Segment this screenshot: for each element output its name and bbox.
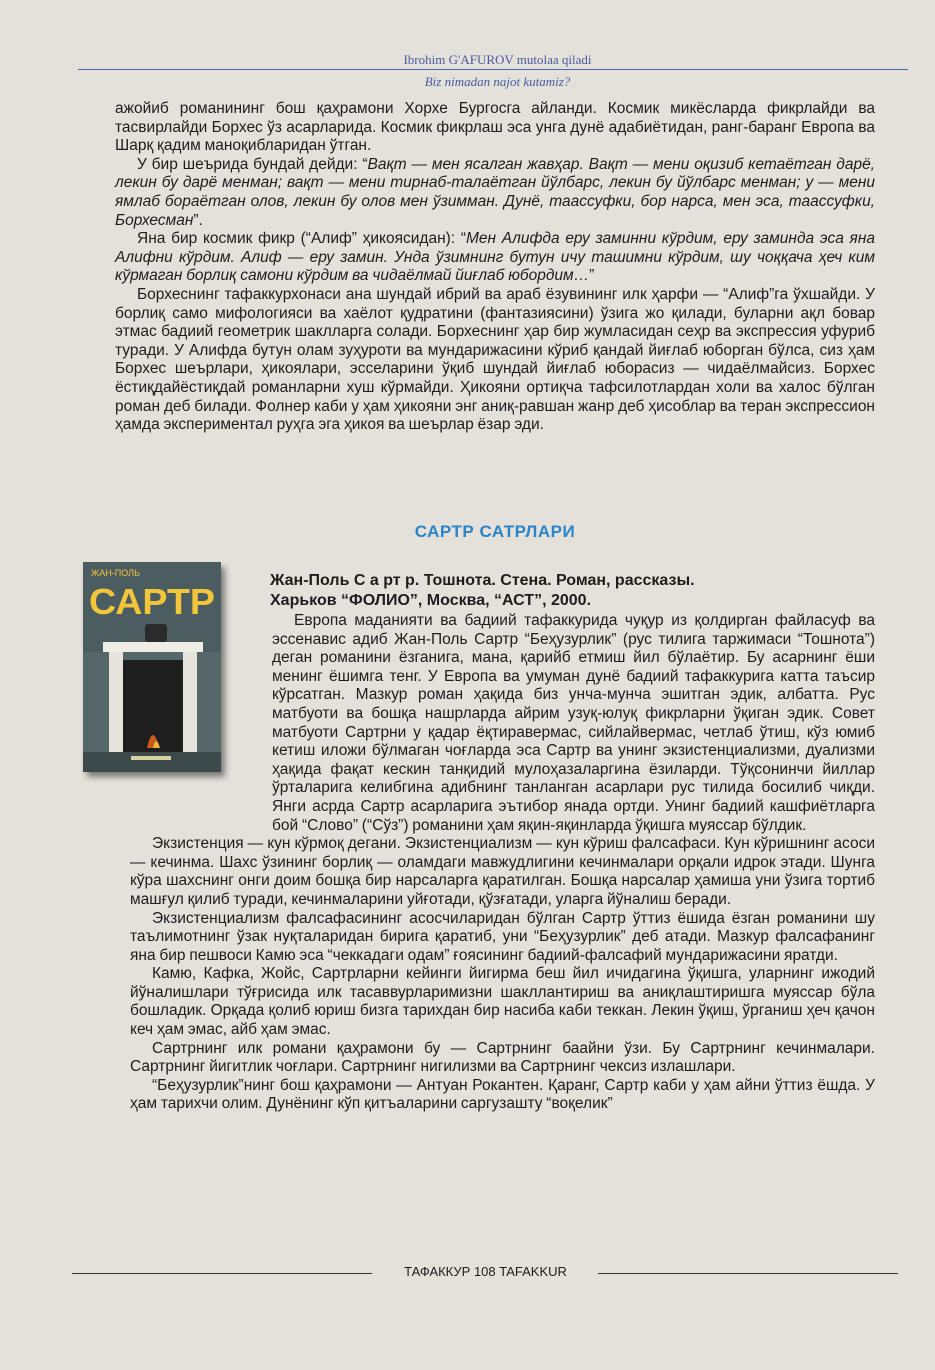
review-paragraph: Экзистенция — кун кўрмоқ дегани. Экзистенциализм — кун кўриш фалсафаси. Кун кўришнинг асоси — кечинма. Шахс ўзининг борлиқ — оламдаги мавжудлигини кечинмалари орқали идрок этади. Шунга кўра шахснинг онги доим бошқа бир нарсаларга қаратилган. Бошқа нарсалар ҳамиша уни ўзига тортиб машғул қилиб туради, кечинмаларини уйғотади, қўзғатади, уларга йўналиш беради. <box>130 835 875 908</box>
intro-text <box>115 100 875 435</box>
intro-paragraph <box>115 230 875 286</box>
review-text <box>130 612 875 1114</box>
header-rule <box>78 69 908 70</box>
section-title: САРТР САТРЛАРИ <box>414 522 576 541</box>
poem-quote: Вақт — мен ясалган жавҳар. Вақт — мени оқизиб кетаётган дарё, лекин бу дарё менман; вақт — мени тирнаб-талаётган йўлбарс, лекин бу йўлбарс менман; у — мени ямлаб бораётган олов, лекин бу олов мен ўзимман. Дунё, таассуфки, бор нарса, мен эса, таассуфки, Борхесман <box>115 155 875 229</box>
footer-page-label: ТАФАККУР 108 TAFAKKUR <box>404 1264 567 1279</box>
book-reference-line: Харьков “ФОЛИО”, Москва, “АСТ”, 2000. <box>270 591 592 609</box>
book-reference-line: Жан-Поль С а рт р. Тошнота. Стена. Роман, рассказы. <box>270 572 695 589</box>
paragraph-lead: Яна бир космик фикр (“Алиф” ҳикоясидан): “ <box>137 230 466 248</box>
review-paragraph: “Беҳузурлик”нинг бош қаҳрамони — Антуан Рокантен. Қаранг, Сартр каби у ҳам айни ўттиз ёшда. У ҳам тарихчи олим. Дунёнинг кўп қитъаларини саргузашту “воқелик” <box>130 1076 875 1113</box>
intro-paragraph: Борхеснинг тафаккурхонаси ана шундай ибрий ва араб ёзувининг илк ҳарфи — “Алиф”га ўхшайди. У борлиқ само мифологияси ва хаёлот қудратини (фантазиясини) ўзига жо қилади, буларни ақл бовар этмас бадиий геометрик шаклларга солади. Борхеснинг ҳар бир жумласидан сеҳр ва экспрессия уфуриб туради. У Алифда бутун олам зуҳуроти ва мундарижасини кўриб қандай йиғлаб юборган бўлса, сиз ҳам Борхес шеърлари, ҳикоялари, эсселарини ўқиб шундай йиғлаб юборасиз — чидаёлмайсиз. Борхес ёстиқдайёстиқдай романларни хуш кўрмайди. Ҳикояни ортиқча тафсилотлардан холи ва халос бўлган роман деб билади. Фолнер каби у ҳам ҳикояни энг аниқ-равшан жанр деб ҳисоблар ва теран экспрессион ҳамда экспериментал руҳга эга ҳикоя ва шеърлар ёзар эди. <box>115 285 875 434</box>
review-paragraph: Экзистенциализм фалсафасининг асосчиларидан бўлган Сартр ўттиз ёшида ёзган романини шу таълимотнинг ўзак нуқталаридан бирига қаратиб, уни “Беҳузурлик” деб атади. Мазкур фалсафанинг яна бир пешвоси Камю эса “чеккадаги одам” ғоясининг бадиий-фалсафий мундарижасини яратди. <box>130 909 875 964</box>
aleph-quote: Мен Алифда еру заминни кўрдим, еру заминда эса яна Алифни кўрдим. Алиф — еру замин. Унда ўзимнинг бутун ичу ташимни кўрдим, шу чоққача ҳеч ким кўрмаган борлиқ самони кўрдим ва чидаёлмай йиғлаб юбордим… <box>115 230 875 285</box>
footer-rule-left <box>72 1273 372 1274</box>
intro-paragraph: ажойиб романининг бош қаҳрамони Хорхе Бургосга айланди. Космик микёсларда фикрлайди ва тасвирлайди Борхес ўз асарларида. Космик фикрлаш эса унга дунё адабиётидан, ранг-баранг Европа ва Шарқ қадим маноқибларидан ўтган. <box>115 100 875 155</box>
footer-rule-right <box>598 1273 898 1274</box>
paragraph-tail: ”. <box>193 211 203 229</box>
review-paragraph: Европа маданияти ва бадиий тафаккурида чуқур из қолдирган файласуф ва эссенавис адиб Жан-Поль Сартр “Беҳузурлик” (рус тилига таржимаси “Тошнота”) деган романини ёзганига, мана, қарийб етмиш йил бўлаётир. Бу асарнинг ёши менинг ёшимга тенг. У Европа ва умуман дунё бадиий тафаккурига катта таъсир кўрсатган. Мазкур роман ҳақида биз унча-мунча эшитган эдик, албатта. Рус матбуоти ва бошқа нашрлардa айрим узуқ-юлуқ фикрларни ўқиган эдик. Совет матбуоти Сартрни у қадар ёқтиравермас, сийлайвермас, четлаб ўтиш, кўз юмиб кетиш иложи бўлмаган чоғларда эса Сартр ва унинг экзистенциализми, дуализми ҳақида фақат кескин танқидий мулоҳазаларгина ёзиларди. Тўқсонинчи йиллар ўрталарига келибгина адибнинг танланган асарлари рус тилида босилиб чиқди. Янги асрда Сартр асарларига эътибор янада ортди. Унинг бадиий кашфиётларга бой “Слово” (“Сўз”) романини ҳам яқин-яқинларда ўқишга муяссар бўлдик. <box>272 612 875 834</box>
cover-title: САРТР <box>89 581 215 622</box>
review-paragraph: Сартрнинг илк романи қаҳрамони бу — Сартрнинг баайни ўзи. Бу Сартрнинг кечинмалари. Сартрнинг йигитлик чоғлари. Сартрнинг нигилизми ва Сартрнинг чексиз излашлари. <box>130 1039 875 1076</box>
header-article-title: Biz nimadan najot kutamiz? <box>424 74 571 89</box>
paragraph-tail: ” <box>589 267 595 285</box>
header-author-line: Ibrohim G'AFUROV mutolaa qiladi <box>403 52 592 67</box>
running-header <box>0 46 935 96</box>
book-reference <box>270 571 830 610</box>
paragraph-lead: У бир шеърида бундай дейди: “ <box>137 155 368 173</box>
review-paragraph: Камю, Кафка, Жойс, Сартрларни кейинги йигирма беш йил ичидагина ўқишга, уларнинг ижодий йўналишлари тўғрисида илк тасаввурларимизни шакллантириш ва аниқлаштиришга муяссар бўла бошладик. Орқада қолиб юриш бизга тарихдан бир насиба каби теккан. Лекин ўқиш, ўрганиш ҳеч қачон кеч ҳам эмас, айб ҳам эмас. <box>130 965 875 1039</box>
intro-paragraph <box>115 156 875 230</box>
cover-author: ЖАН-ПОЛЬ <box>91 568 140 578</box>
page-footer <box>0 1262 935 1286</box>
